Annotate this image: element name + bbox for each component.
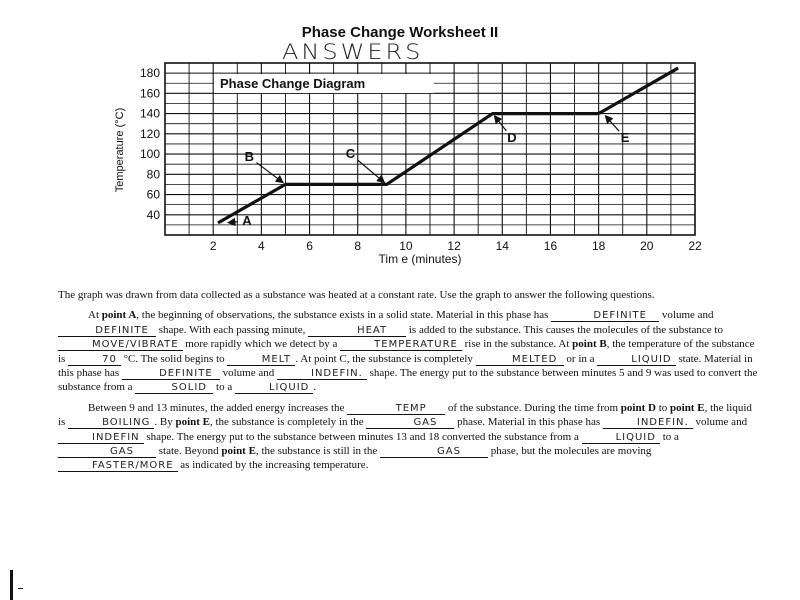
x-tick-label: 22 <box>688 239 702 253</box>
annotation-arrow-c <box>357 160 384 183</box>
text: point B <box>572 338 607 351</box>
x-axis-label: Tim e (minutes) <box>378 252 462 266</box>
text: At <box>88 309 102 322</box>
text: °C. The solid begins to <box>120 352 228 365</box>
text: phase, but the molecules are moving <box>487 445 652 458</box>
y-axis-label: Temperature (°C) <box>114 107 126 193</box>
answer-blank[interactable]: SOLID <box>135 382 213 394</box>
chart-title: Phase Change Diagram <box>220 76 366 91</box>
y-tick-label: 80 <box>146 167 160 182</box>
answer-blank[interactable]: GAS <box>58 446 156 458</box>
y-tick-label: 160 <box>139 86 160 101</box>
text: shape. The energy put to the substance between minutes 5 and 9 was used to convert the substance from a <box>58 367 758 394</box>
annotation-label-c: C <box>345 146 356 162</box>
x-tick-label: 4 <box>258 239 265 253</box>
text: point E <box>175 416 210 429</box>
answer-blank[interactable]: MELT <box>227 354 295 366</box>
annotation-label-b: B <box>244 149 255 165</box>
annotation-arrow-a <box>228 222 238 223</box>
y-tick-label: 120 <box>139 126 160 141</box>
y-tick-label: 60 <box>146 187 160 202</box>
text: , the beginning of observations, the substance exists in a solid state. Material in this phase has <box>136 309 552 322</box>
text: . <box>313 381 317 394</box>
worksheet-text <box>58 288 758 479</box>
annotation-label-e: E <box>620 129 630 145</box>
text: as indicated by the increasing temperature. <box>177 459 369 472</box>
text: point D <box>620 401 656 414</box>
x-tick-label: 16 <box>543 239 558 253</box>
answer-blank[interactable]: LIQUID <box>235 382 313 394</box>
x-tick-label: 2 <box>209 239 217 253</box>
text: , the liquid is <box>58 401 752 429</box>
text: or in a <box>563 352 598 365</box>
text: state. Material in this phase has <box>58 352 753 380</box>
text: volume and <box>219 367 277 380</box>
text: . At point C, the substance is completely <box>295 352 476 365</box>
y-tick-label: 180 <box>139 66 160 81</box>
annotation-label-d: D <box>507 129 517 145</box>
text: point E <box>670 401 705 414</box>
x-tick-label: 6 <box>306 239 313 253</box>
intro-paragraph: The graph was drawn from data collected as a substance was heated at a constant rate. Use the graph to answer the following questions. <box>58 289 655 301</box>
answer-blank[interactable]: DEFINITE <box>122 368 220 380</box>
x-tick-label: 10 <box>399 239 413 253</box>
worksheet-title: Phase Change Worksheet II <box>301 24 499 41</box>
text: to <box>655 401 671 414</box>
text: state. Beyond <box>156 445 222 458</box>
phase-change-chart <box>0 0 800 280</box>
answer-blank[interactable]: LIQUID <box>597 354 675 366</box>
x-tick-label: 14 <box>495 239 509 253</box>
text: , the temperature of the substance is <box>58 338 755 365</box>
y-tick-label: 40 <box>146 207 160 222</box>
answer-blank[interactable]: INDEFIN. <box>603 417 693 429</box>
text: to a <box>213 381 235 394</box>
text: of the substance. During the time from <box>445 401 621 414</box>
text: volume and <box>692 416 748 429</box>
answer-blank[interactable]: GAS <box>366 417 454 429</box>
answer-blank[interactable]: 70 <box>68 354 121 366</box>
answer-blank[interactable]: GAS <box>380 446 488 458</box>
x-tick-label: 18 <box>591 239 606 253</box>
answer-blank[interactable]: FASTER/MORE <box>58 460 178 472</box>
answer-blank[interactable]: TEMP <box>347 403 445 415</box>
handwritten-answers: ANSWERS <box>282 39 424 65</box>
y-tick-label: 140 <box>139 106 160 121</box>
text: phase. Material in this phase has <box>454 416 603 429</box>
answer-blank[interactable]: MOVE/VIBRATE <box>58 339 183 351</box>
answer-blank[interactable]: INDEFIN. <box>277 368 367 380</box>
page-edge-mark <box>10 570 13 600</box>
annotation-label-a: A <box>242 212 252 228</box>
answer-blank[interactable]: MELTED <box>476 354 564 366</box>
text: shape. The energy put to the substance between minutes 13 and 18 converted the substance from a <box>143 430 582 443</box>
text: is added to the substance. This causes the molecules of the substance to <box>406 323 723 336</box>
y-tick-label: 100 <box>139 147 160 162</box>
answer-blank[interactable]: BOILING <box>68 417 154 429</box>
annotation-arrow-b <box>257 163 284 183</box>
page-dash-mark <box>18 588 23 589</box>
paragraph-1 <box>58 308 758 394</box>
text: , the substance is completely in the <box>210 416 367 429</box>
text: more rapidly which we detect by a <box>182 338 341 351</box>
text: to a <box>659 430 679 443</box>
text: shape. With each passing minute, <box>156 323 309 336</box>
paragraph-2 <box>58 401 758 473</box>
text: . By <box>154 416 176 429</box>
x-tick-label: 20 <box>640 239 654 253</box>
answer-blank[interactable]: INDEFIN <box>58 432 144 444</box>
text: point E <box>221 445 256 458</box>
answer-blank[interactable]: TEMPERATURE <box>340 339 462 351</box>
answer-blank[interactable]: DEFINITE <box>58 325 156 337</box>
answer-blank[interactable]: HEAT <box>308 325 406 337</box>
text: point A <box>101 309 137 322</box>
answer-blank[interactable]: DEFINITE <box>551 310 659 322</box>
text: Between 9 and 13 minutes, the added energy increases the <box>88 401 348 414</box>
text: rise in the substance. At <box>461 338 573 351</box>
text: , the substance is still in the <box>255 445 380 458</box>
answer-blank[interactable]: LIQUID <box>582 432 660 444</box>
text: volume and <box>659 309 714 322</box>
x-tick-label: 8 <box>354 239 362 253</box>
x-tick-label: 12 <box>447 239 461 253</box>
